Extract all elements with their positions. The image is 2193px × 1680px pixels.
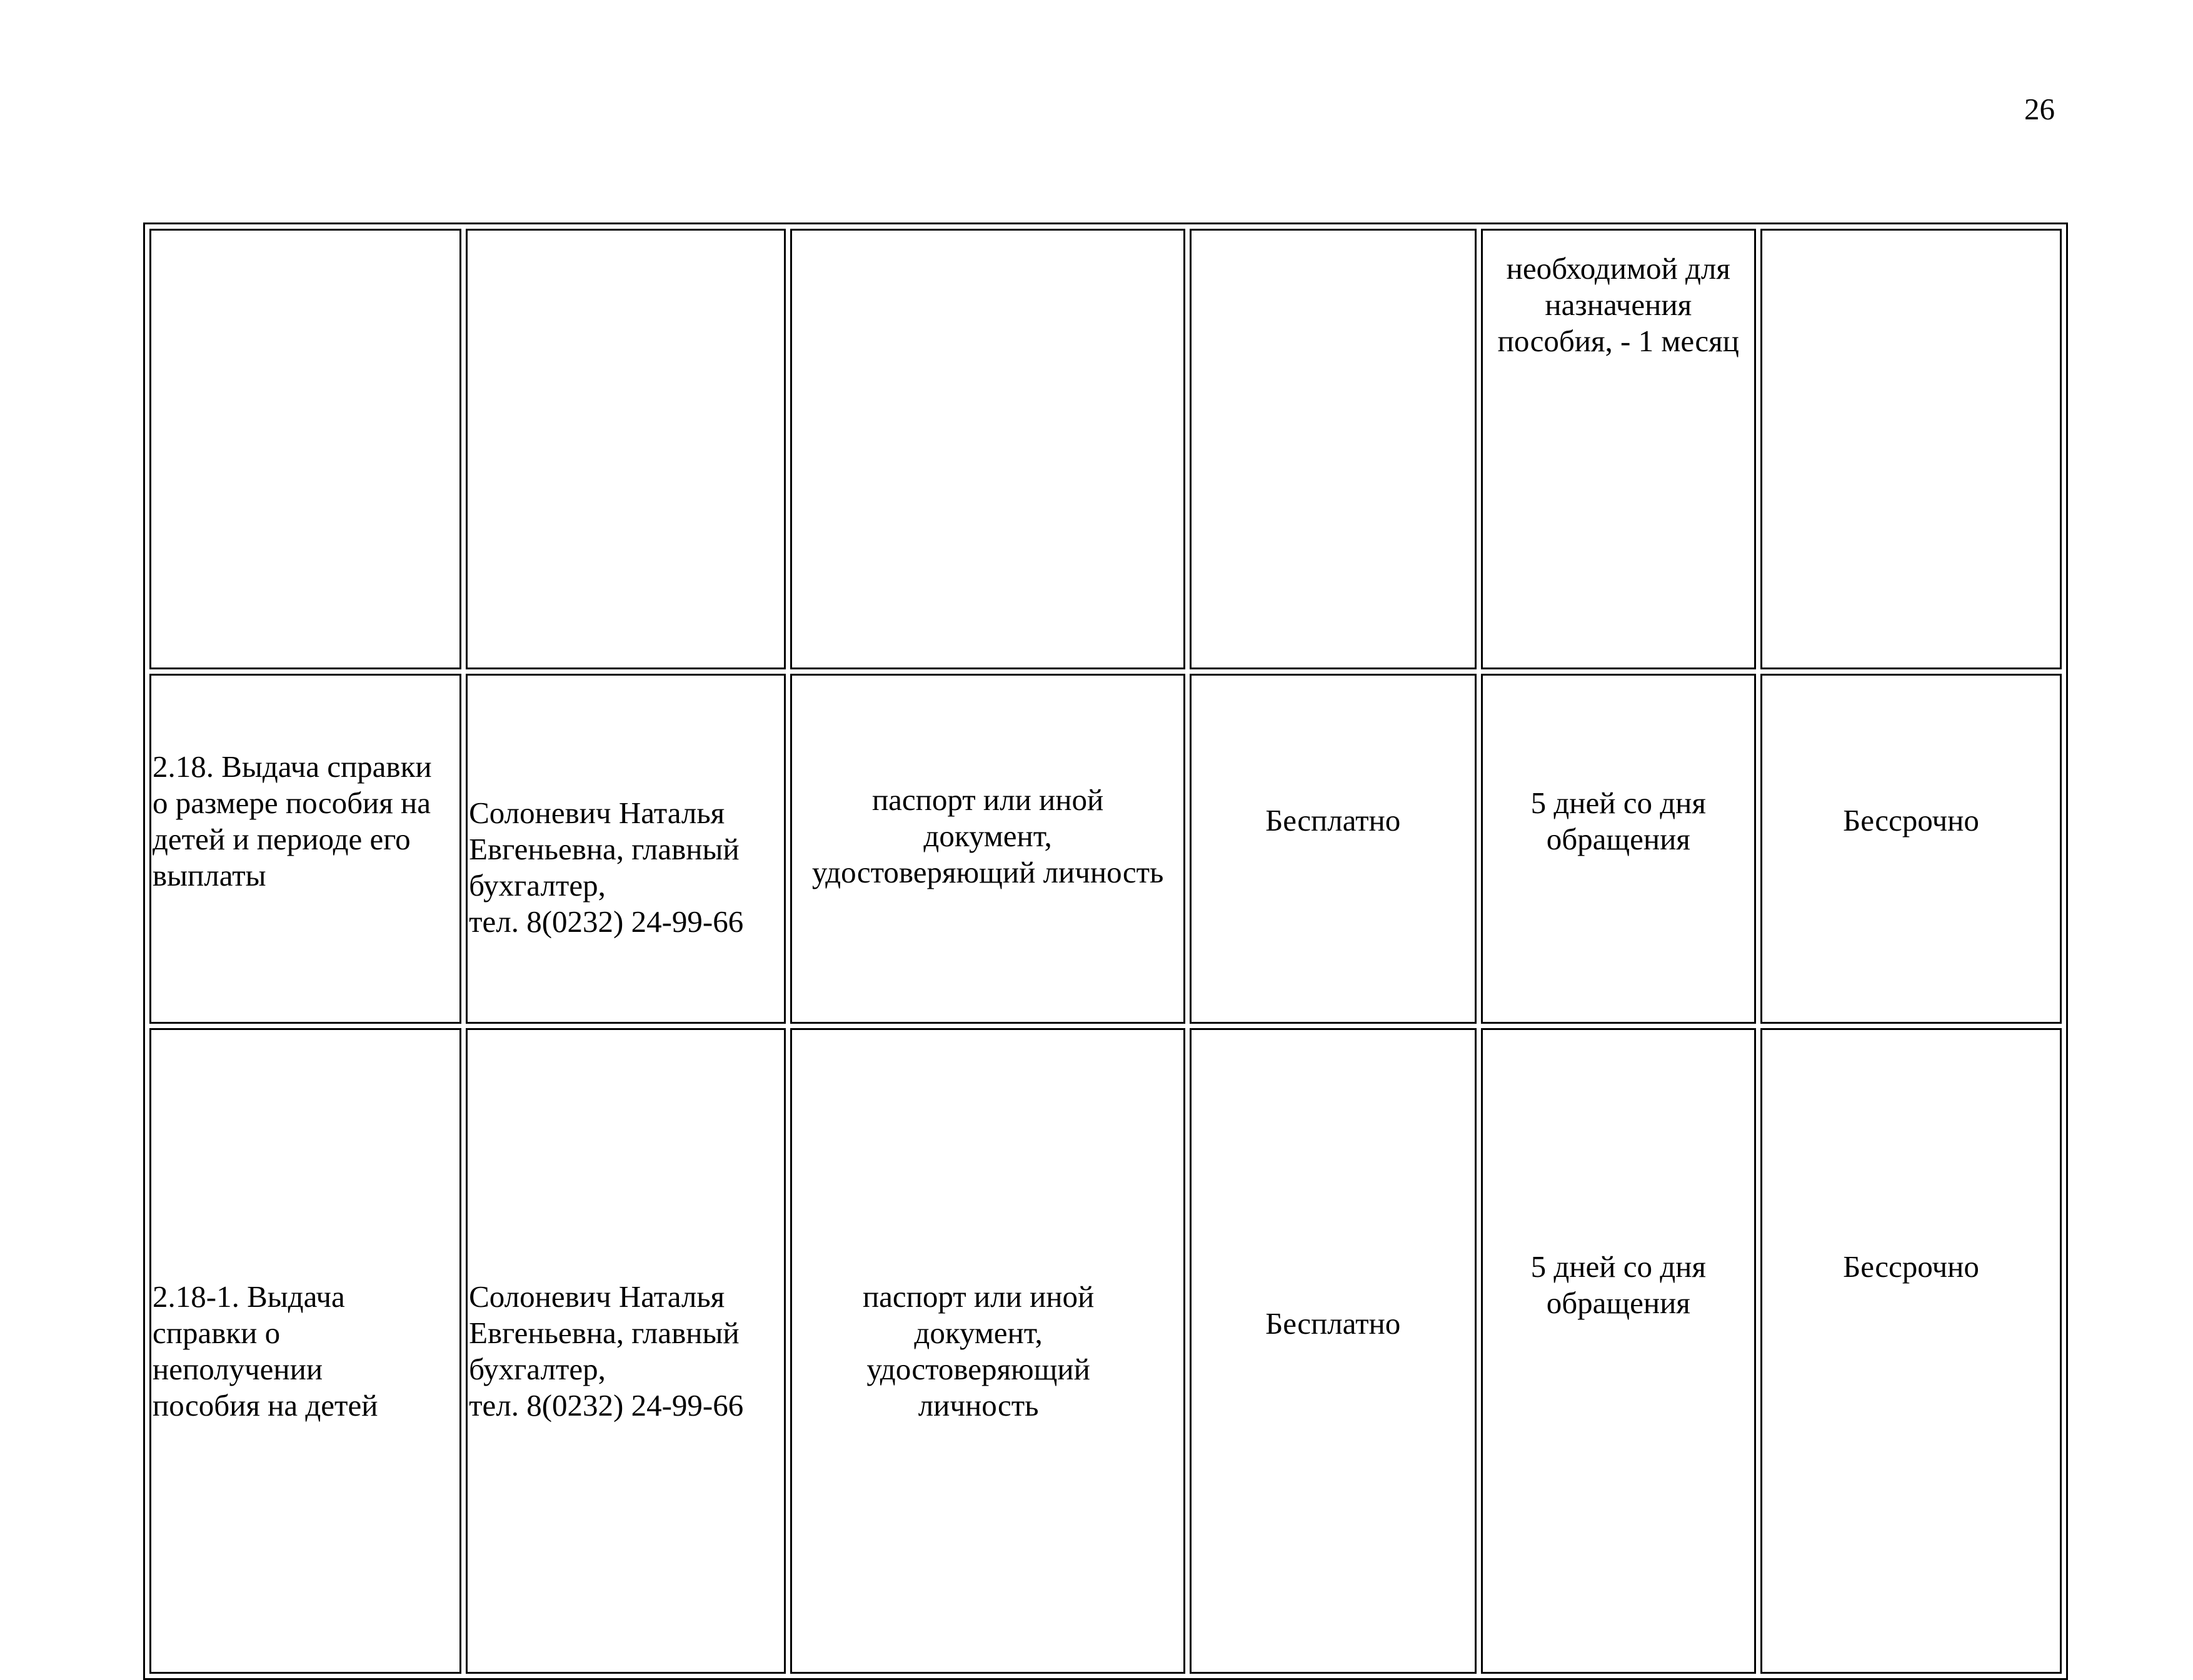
fee-cell: Бесплатно: [1190, 674, 1477, 1024]
validity-cell: Бессрочно: [1760, 674, 2062, 1024]
documents-cell: паспорт или иной документ, удостоверяющий личность: [790, 1028, 1185, 1674]
table-cell: [466, 229, 786, 669]
table-cell: [1190, 229, 1477, 669]
table-cell: необходимой для назначения пособия, - 1 месяц: [1481, 229, 1757, 669]
fee-cell: Бесплатно: [1190, 1028, 1477, 1674]
table-row: [149, 229, 2062, 669]
responsible-person-cell: Солоневич Наталья Евгеньевна, главный бухгалтер, тел. 8(0232) 24-99-66: [466, 674, 786, 1024]
table-cell: [149, 229, 461, 669]
responsible-person-cell: Солоневич Наталья Евгеньевна, главный бухгалтер, тел. 8(0232) 24-99-66: [466, 1028, 786, 1674]
table-row: [149, 1028, 2062, 1674]
validity-cell: Бессрочно: [1760, 1028, 2062, 1674]
term-cell: 5 дней со дня обращения: [1481, 1028, 1757, 1674]
procedures-table: [143, 222, 2068, 1680]
documents-cell: паспорт или иной документ, удостоверяющий личность: [790, 674, 1185, 1024]
table-cell: [1760, 229, 2062, 669]
table-row: [149, 674, 2062, 1024]
procedure-name-cell: 2.18. Выдача справки о размере пособия на детей и периоде его выплаты: [149, 674, 461, 1024]
term-cell: 5 дней со дня обращения: [1481, 674, 1757, 1024]
procedure-name-cell: 2.18-1. Выдача справки о неполучении пособия на детей: [149, 1028, 461, 1674]
table-cell: [790, 229, 1185, 669]
page-number: 26: [2024, 92, 2055, 126]
